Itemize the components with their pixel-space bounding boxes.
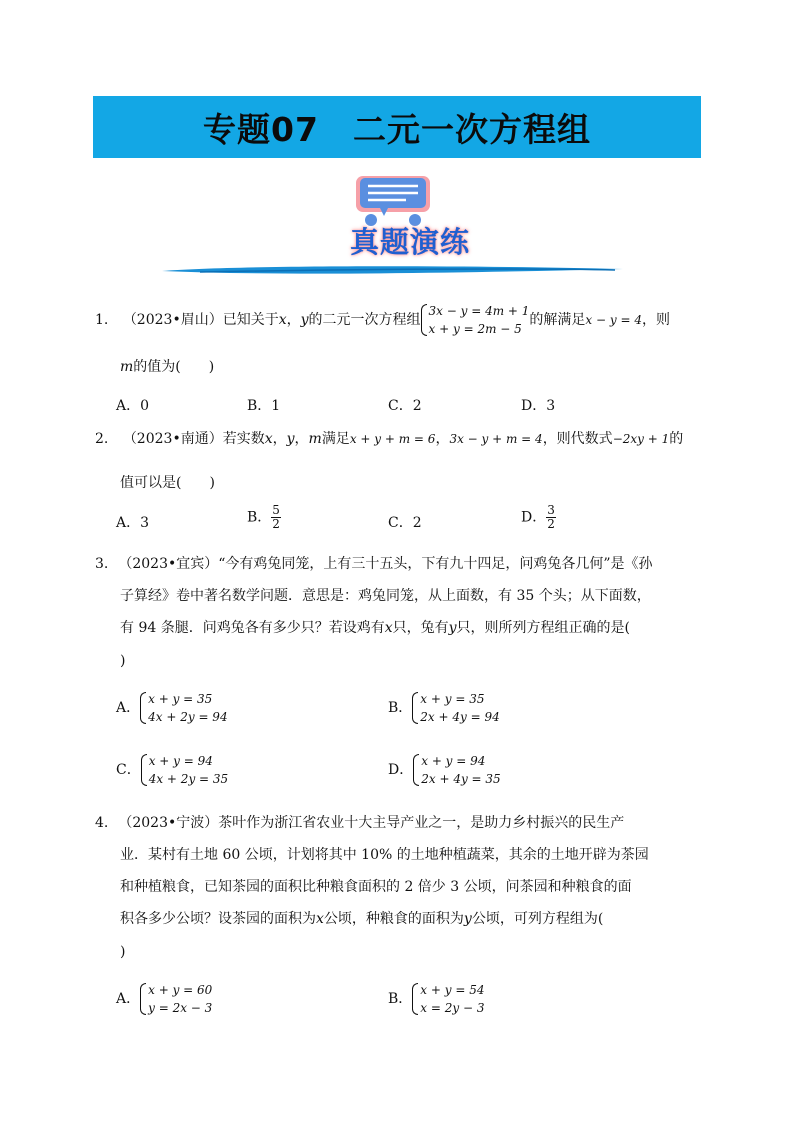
- q4-var-y: y: [463, 911, 472, 927]
- q1-var-x: x: [278, 312, 287, 328]
- q2-line-2: 值可以是( ): [120, 475, 215, 491]
- q3-option-c-system: [141, 752, 228, 788]
- question-3-line-2: 子算经》卷中著名数学问题．意思是：鸡兔同笼，从上面数，有 35 个头；从下面数，: [120, 588, 651, 604]
- eq-row: x + y = 35: [420, 692, 485, 706]
- q2-text: 若实数: [222, 431, 265, 447]
- fraction-denominator: 2: [547, 517, 555, 531]
- q4-option-b-label: B．: [388, 991, 413, 1007]
- q2-sep: ，: [435, 431, 450, 447]
- q3-option-a-system: [140, 690, 227, 726]
- q4-option-b-system: [412, 981, 484, 1017]
- q4-option-a-system: [140, 981, 212, 1017]
- q2-sep: ，: [272, 431, 287, 447]
- q1-option-a[interactable]: A．0: [116, 398, 150, 414]
- q3-text: （2023•宜宾）“今有鸡兔同笼，上有三十五头，下有九十四足，问鸡兔各几何”是《孙: [118, 556, 653, 572]
- question-4-line-4: [120, 908, 603, 928]
- eq-row: x + y = 60: [148, 983, 213, 997]
- q3-text: 有 94 条腿．问鸡兔各有多少只？若设鸡有: [120, 620, 385, 636]
- q3-number: 3.: [95, 556, 109, 572]
- q2-text: 的: [669, 431, 684, 447]
- q1-text: 的二元一次方程组: [308, 312, 421, 328]
- q2-option-b-fraction: [271, 504, 281, 531]
- question-3-line-3: [120, 617, 630, 637]
- q4-text: 公顷，种粮食的面积为: [323, 911, 464, 927]
- q3-option-a-label: A．: [116, 700, 141, 716]
- q2-option-c[interactable]: C．2: [388, 515, 422, 531]
- eq-row: x = 2y − 3: [420, 1001, 485, 1015]
- q1-var-m: m: [120, 359, 134, 375]
- question-1: [95, 302, 670, 338]
- q2-number: 2.: [95, 431, 109, 447]
- q2-var-m: m: [308, 431, 322, 447]
- q4-text: 积各多少公顷？设茶园的面积为: [120, 911, 316, 927]
- q2-eq2: 3x − y + m = 4: [449, 432, 543, 446]
- q1-source: （2023•眉山）: [122, 312, 223, 328]
- q1-option-d[interactable]: D．3: [521, 398, 556, 414]
- q3-option-d[interactable]: [388, 752, 501, 788]
- q2-option-d-label: D．: [521, 509, 547, 526]
- fraction-numerator: 3: [547, 503, 555, 517]
- question-4-line-3: 和种植粮食，已知茶园的面积比种粮食面积的 2 倍少 3 公顷，问茶园和种粮食的面: [120, 879, 632, 895]
- section-badge-label: 真题演练: [350, 225, 471, 259]
- q2-option-b-label: B．: [247, 509, 272, 526]
- question-3-line-4: ): [120, 653, 126, 669]
- q2-option-a[interactable]: A．3: [116, 515, 150, 531]
- q3-option-d-system: [413, 752, 500, 788]
- q1-text: 的值为( ): [133, 359, 215, 375]
- q1-var-y: y: [300, 312, 309, 328]
- question-4-line-1: [95, 812, 624, 832]
- eq-row: y = 2x − 3: [148, 1001, 213, 1015]
- q3-option-c-label: C．: [116, 762, 141, 778]
- q2-text: 满足: [321, 431, 350, 447]
- q3-option-a[interactable]: [116, 690, 228, 726]
- q2-sep: ，: [294, 431, 309, 447]
- fraction-numerator: 5: [272, 503, 280, 517]
- eq-row: x + y = 94: [421, 754, 486, 768]
- eq-row: x + y = 54: [420, 983, 485, 997]
- question-4-line-5: ): [120, 944, 126, 960]
- eq-row: 2x + 4y = 35: [421, 772, 501, 786]
- eq-row: 2x + 4y = 94: [420, 710, 500, 724]
- fraction-denominator: 2: [272, 517, 280, 531]
- q3-var-x: x: [384, 620, 393, 636]
- q1-text: 已知关于: [222, 312, 279, 328]
- q1-sep: ，: [286, 312, 301, 328]
- q4-var-x: x: [316, 911, 324, 927]
- q2-var-x: x: [264, 431, 273, 447]
- q2-option-d-fraction: [546, 504, 556, 531]
- q3-option-b-system: [412, 690, 499, 726]
- eq-row: 4x + 2y = 94: [148, 710, 228, 724]
- question-3-line-1: [95, 553, 653, 573]
- q4-number: 4.: [95, 815, 109, 831]
- brush-stroke-divider: [160, 263, 625, 277]
- q3-text: 只，兔有: [392, 620, 449, 636]
- q1-eq1: 3x − y = 4m + 1: [428, 304, 530, 318]
- q1-number: 1.: [95, 312, 109, 328]
- q4-text: 公顷，可列方程组为(: [471, 911, 604, 927]
- q2-source: （2023•南通）: [122, 431, 223, 447]
- q4-option-b[interactable]: [388, 981, 484, 1017]
- question-2: [95, 430, 683, 448]
- q4-text: （2023•宁波）茶叶作为浙江省农业十大主导产业之一，是助力乡村振兴的民生产: [118, 815, 625, 831]
- q1-line-2: [120, 356, 214, 376]
- eq-row: x + y = 35: [148, 692, 213, 706]
- q3-option-c[interactable]: [116, 752, 228, 788]
- question-4-line-2: 业．某村有土地 60 公顷，计划将其中 10% 的土地种植蔬菜，其余的土地开辟为茶园: [120, 847, 649, 863]
- q1-option-c[interactable]: C．2: [388, 398, 422, 414]
- q3-text: 只，则所列方程组正确的是(: [456, 620, 631, 636]
- q3-var-y: y: [448, 620, 457, 636]
- q3-option-d-label: D．: [388, 762, 414, 778]
- eq-row: x + y = 94: [148, 754, 213, 768]
- q2-var-y: y: [286, 431, 295, 447]
- q2-option-b[interactable]: [247, 504, 281, 531]
- q1-eq2: x + y = 2m − 5: [428, 322, 522, 336]
- q1-condition: x − y = 4: [585, 313, 642, 327]
- q4-option-a-label: A．: [116, 991, 141, 1007]
- eq-row: 4x + 2y = 35: [148, 772, 229, 786]
- q2-text: ，则代数式: [542, 431, 613, 447]
- title-banner: [93, 96, 701, 158]
- q1-option-b[interactable]: B．1: [247, 398, 281, 414]
- q1-text: 的解满足: [529, 312, 586, 328]
- q2-option-d[interactable]: [521, 504, 556, 531]
- q3-option-b[interactable]: [388, 690, 500, 726]
- q2-expression: −2xy + 1: [612, 432, 670, 446]
- q2-eq1: x + y + m = 6: [349, 432, 436, 446]
- q1-equation-system: [421, 302, 530, 338]
- page-title: 专题07 二元一次方程组: [203, 109, 591, 149]
- q4-option-a[interactable]: [116, 981, 212, 1017]
- q1-text: ，则: [641, 312, 670, 328]
- q3-option-b-label: B．: [388, 700, 413, 716]
